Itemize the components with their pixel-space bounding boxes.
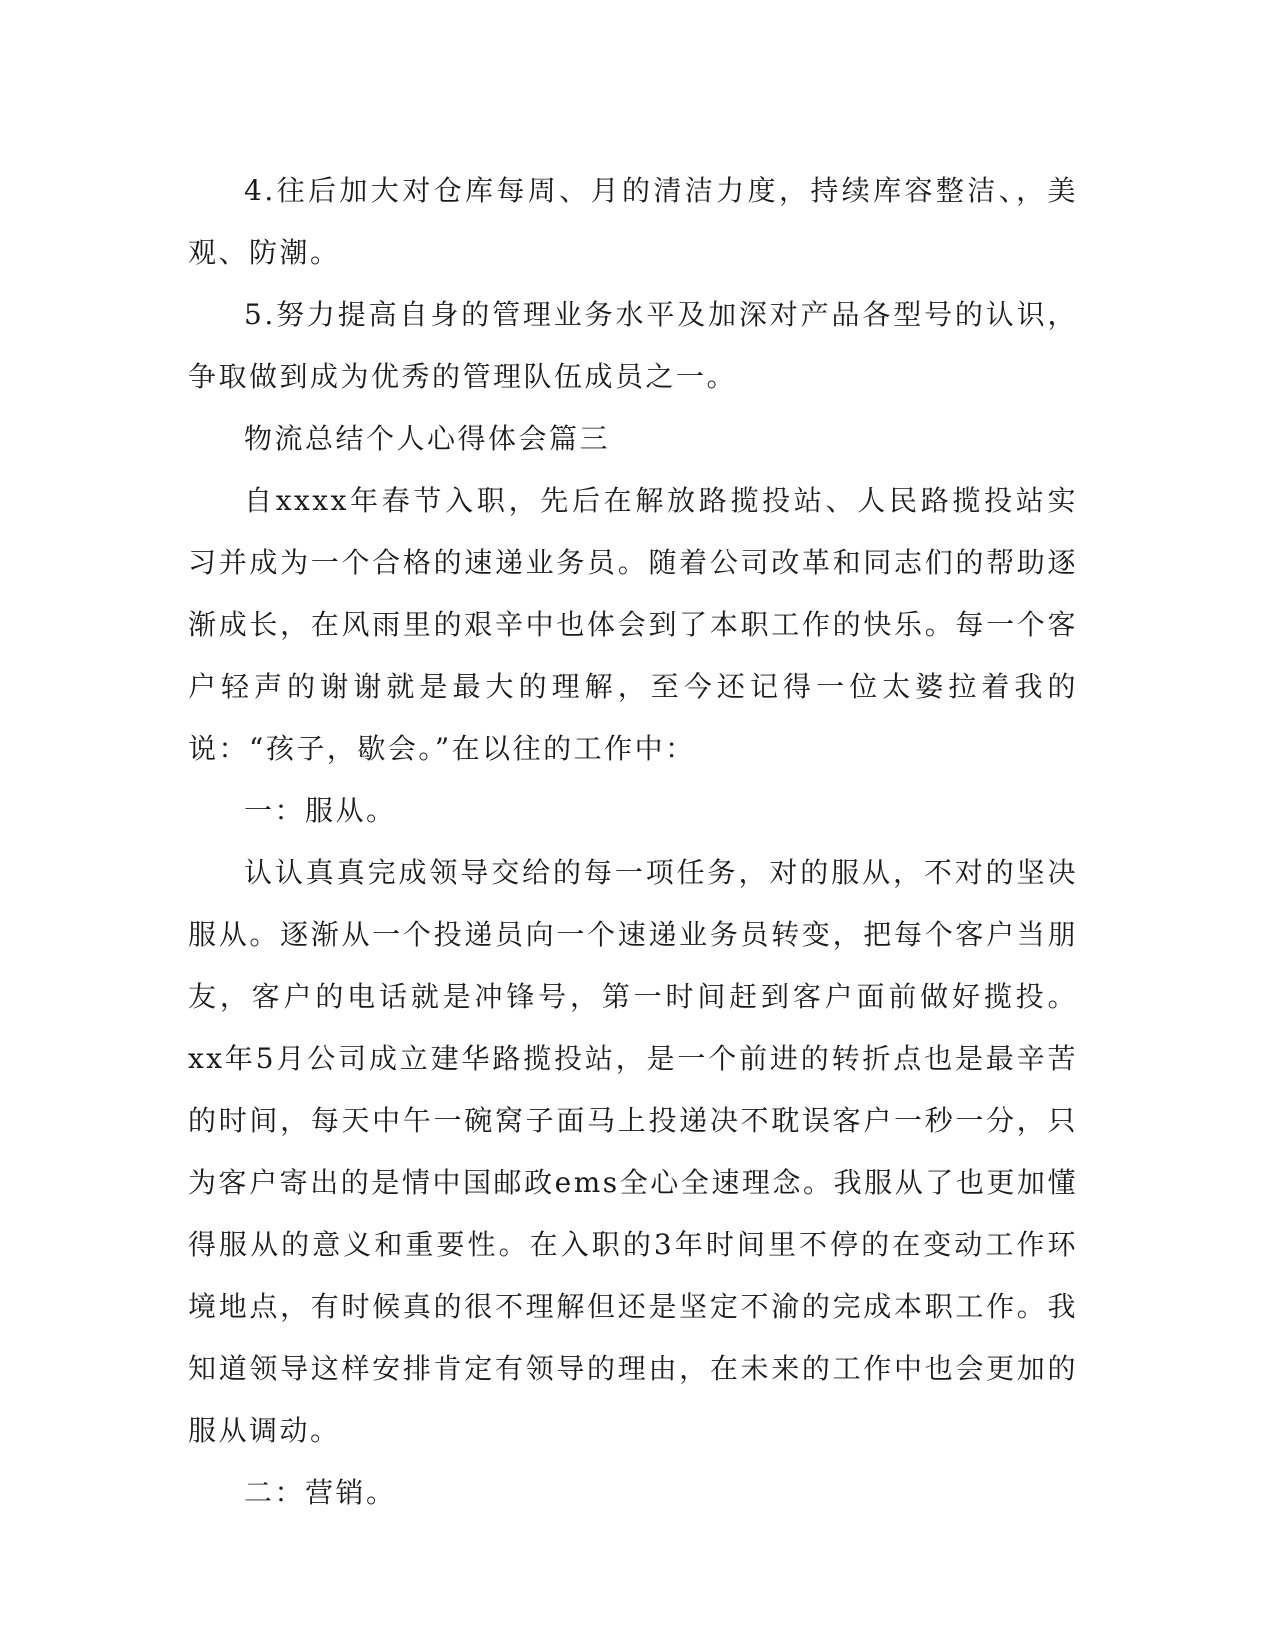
subheading-marketing: 二：营销。: [244, 1476, 397, 1509]
paragraph-item-4: 4.往后加大对仓库每周、月的清洁力度，持续库容整洁、，美观、防潮。: [188, 174, 1078, 269]
subheading-obedience: 一：服从。: [244, 794, 397, 827]
paragraph-obedience: 认认真真完成领导交给的每一项任务，对的服从，不对的坚决服从。逐渐从一个投递员向一个速递业务员转变，把每个客户当朋友，客户的电话就是冲锋号，第一时间赶到客户面前做好揽投。xx年5月公司成立建华路揽投站，是一个前进的转折点也是最辛苦的时间，每天中午一碗窝子面马上投递决不耽误客户一秒一分，只为客户寄出的是情中国邮政ems全心全速理念。我服从了也更加懂得服从的意义和重要性。在入职的3年时间里不停的在变动工作环境地点，有时候真的很不理解但还是坚定不渝的完成本职工作。我知道领导这样安排肯定有领导的理由，在未来的工作中也会更加的服从调动。: [188, 856, 1078, 1447]
paragraph-intro: 自xxxx年春节入职，先后在解放路揽投站、人民路揽投站实习并成为一个合格的速递业务员。随着公司改革和同志们的帮助逐渐成长，在风雨里的艰辛中也体会到了本职工作的快乐。每一个客户轻声的谢谢就是最大的理解，至今还记得一位太婆拉着我的说：“孩子，歇会。”在以往的工作中：: [188, 484, 1078, 765]
section-title: 物流总结个人心得体会篇三: [244, 422, 611, 455]
paragraph-item-5: 5.努力提高自身的管理业务水平及加深对产品各型号的认识，争取做到成为优秀的管理队伍成员之一。: [188, 298, 1078, 393]
document-body: [188, 160, 1078, 1524]
